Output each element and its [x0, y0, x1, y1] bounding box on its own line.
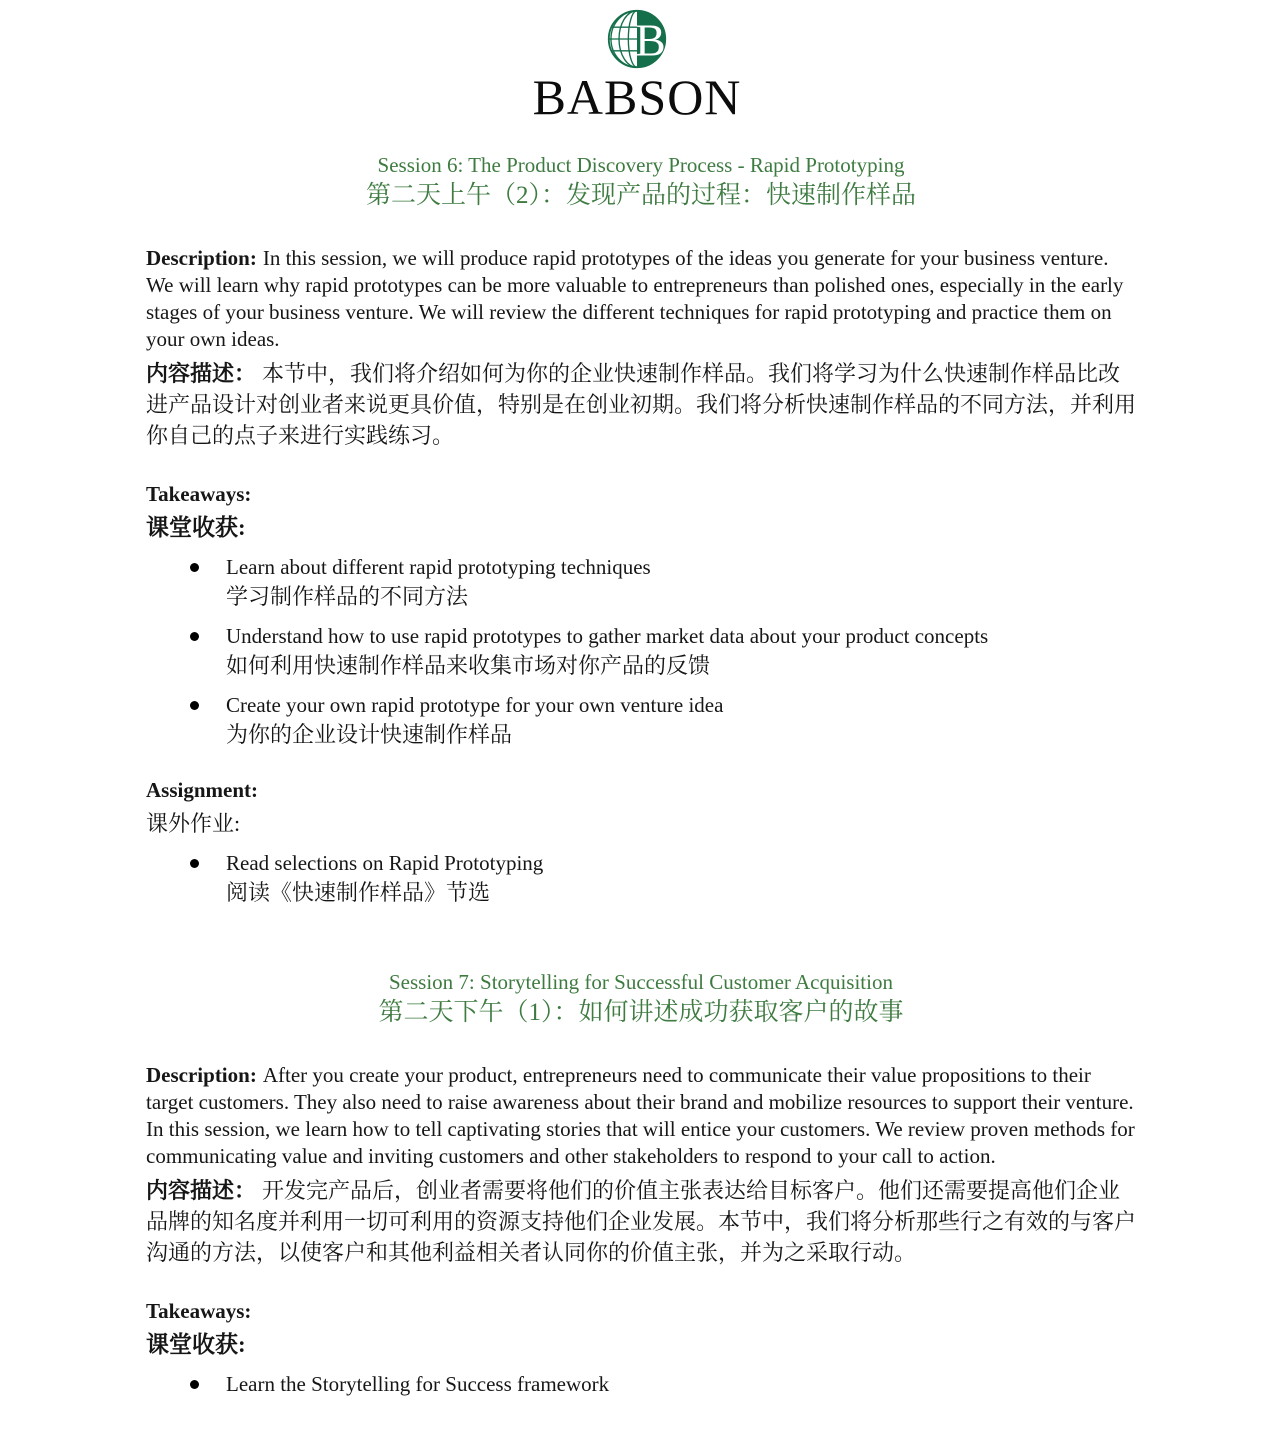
- takeaways-list: [146, 554, 1136, 751]
- bullet-icon: [190, 859, 199, 868]
- session-7-title-en: Session 7: Storytelling for Successful Customer Acquisition: [389, 969, 893, 994]
- logo-monogram: B: [635, 14, 666, 66]
- session-6-description-en: [146, 245, 1136, 353]
- assignment-text-en: Read selections on Rapid Prototyping: [226, 850, 544, 875]
- description-label-zh: 内容描述：: [146, 1177, 257, 1203]
- takeaways-heading-zh: 课堂收获:: [146, 1331, 246, 1357]
- takeaway-text-en: Learn the Storytelling for Success framework: [226, 1371, 610, 1396]
- session-7-description-en: [146, 1062, 1136, 1170]
- babson-logo: [0, 6, 1274, 125]
- takeaway-text-en: Create your own rapid prototype for your own venture idea: [226, 692, 724, 717]
- description-text-en: In this session, we will produce rapid prototypes of the ideas you generate for your business venture. We will learn why rapid prototypes can be more valuable to entrepreneurs than polished ones, especially in the early stages of your business venture. We will review the different techniques for rapid prototyping and practice them on your own ideas.: [146, 245, 1124, 351]
- takeaway-item: [146, 554, 1136, 613]
- takeaways-heading-en: Takeaways:: [146, 1298, 252, 1323]
- description-label-en: Description:: [146, 1062, 257, 1087]
- takeaway-text-en: Learn about different rapid prototyping techniques: [226, 554, 651, 579]
- description-text-zh: 开发完产品后，创业者需要将他们的价值主张表达给目标客户。他们还需要提高他们企业品牌的知名度并利用一切可利用的资源支持他们企业发展。本节中，我们将分析那些行之有效的与客户沟通的方法，以使客户和其他利益相关者认同你的价值主张，并为之采取行动。: [146, 1177, 1137, 1265]
- session-6-title-zh: 第二天上午（2）：发现产品的过程：快速制作样品: [365, 182, 916, 210]
- takeaway-text-zh: 学习制作样品的不同方法: [226, 583, 469, 609]
- session-6-description-zh: [146, 358, 1136, 451]
- takeaway-item: [146, 692, 1136, 751]
- bullet-icon: [190, 563, 199, 572]
- takeaways-list: [146, 1371, 1136, 1398]
- assignment-item: [146, 850, 1136, 909]
- bullet-icon: [190, 701, 199, 710]
- babson-globe-icon: [0, 8, 1274, 70]
- assignment-heading-zh: 课外作业:: [146, 810, 241, 836]
- assignment-text-zh: 阅读《快速制作样品》节选: [226, 879, 491, 905]
- session-7-section: [146, 969, 1136, 1398]
- description-label-zh: 内容描述：: [146, 360, 257, 386]
- takeaway-item: [146, 1371, 1136, 1398]
- assignment-heading-en: Assignment:: [146, 777, 259, 802]
- takeaway-text-zh: 如何利用快速制作样品来收集市场对你产品的反馈: [226, 652, 711, 678]
- assignment-list: [146, 850, 1136, 909]
- session-6-section: [146, 152, 1136, 909]
- brand-wordmark: BABSON: [532, 69, 742, 125]
- takeaway-item: [146, 623, 1136, 682]
- takeaway-text-en: Understand how to use rapid prototypes to gather market data about your product concepts: [226, 623, 989, 648]
- takeaways-heading-zh: 课堂收获:: [146, 514, 246, 540]
- takeaways-heading-en: Takeaways:: [146, 481, 252, 506]
- takeaway-text-zh: 为你的企业设计快速制作样品: [226, 721, 513, 747]
- description-text-zh: 本节中，我们将介绍如何为你的企业快速制作样品。我们将学习为什么快速制作样品比改进产品设计对创业者来说更具价值，特别是在创业初期。我们将分析快速制作样品的不同方法，并利用你自己的点子来进行实践练习。: [146, 360, 1137, 448]
- session-7-description-zh: [146, 1175, 1136, 1268]
- description-text-en: After you create your product, entrepreneurs need to communicate their value propositions to their target customers. They also need to raise awareness about their brand and mobilize resources to support their venture. In this session, we learn how to tell captivating stories that will entice your customers. We review proven methods for communicating value and inviting customers and other stakeholders to respond to your call to action.: [146, 1062, 1135, 1168]
- description-label-en: Description:: [146, 245, 257, 270]
- session-7-title-zh: 第二天下午（1）：如何讲述成功获取客户的故事: [378, 999, 904, 1026]
- bullet-icon: [190, 1380, 199, 1389]
- session-6-title-en: Session 6: The Product Discovery Process - Rapid Prototyping: [377, 153, 905, 177]
- bullet-icon: [190, 632, 199, 641]
